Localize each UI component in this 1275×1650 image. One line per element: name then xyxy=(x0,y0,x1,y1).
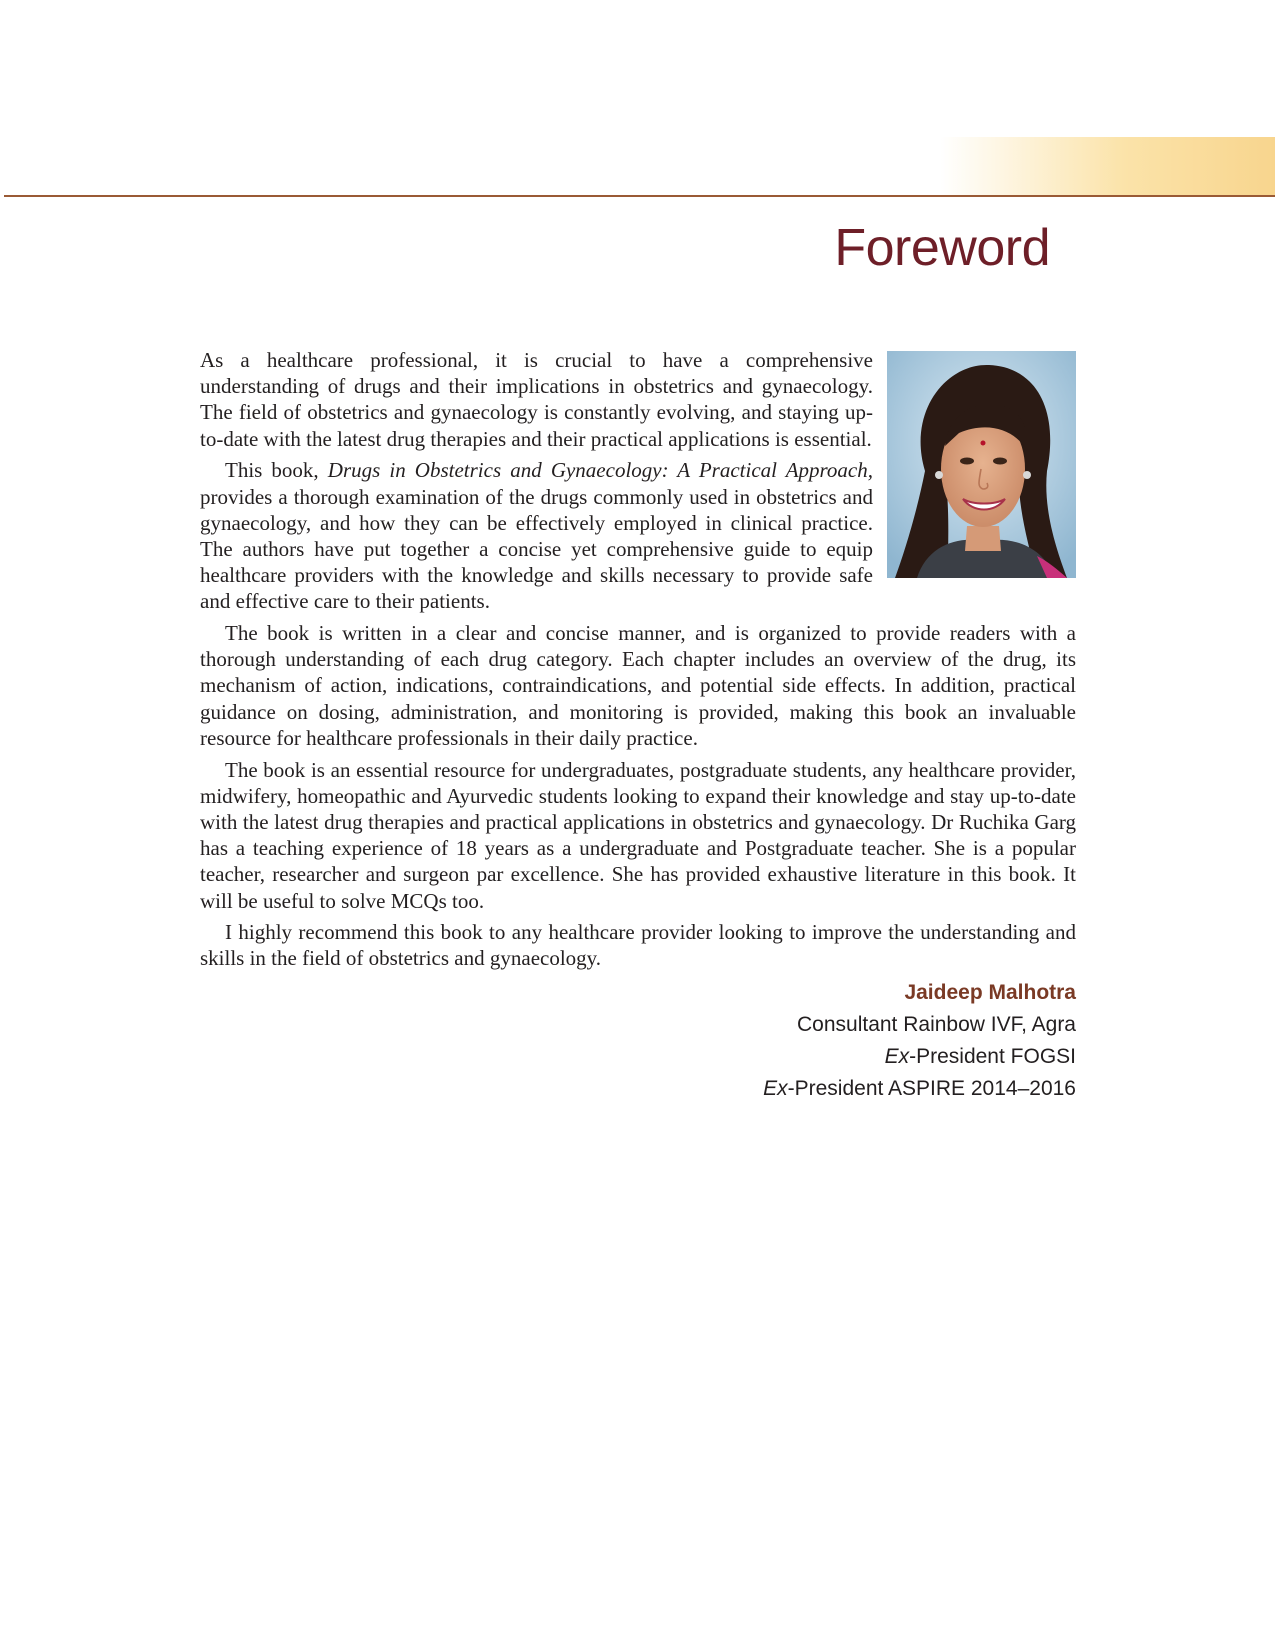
paragraph-5: I highly recommend this book to any healthcare provider looking to improve the understanding and skills in the field of obstetrics and gynaecology. xyxy=(200,920,1076,971)
signature-ex-prefix: Ex xyxy=(763,1077,788,1101)
paragraph-4: The book is an essential resource for undergraduates, postgraduate students, any healthcare provider, midwifery, homeopathic and Ayurvedic students looking to expand their knowledge and stay up-to-date with the latest drug therapies and practical applications in obstetrics and gynaecology. Dr Ruchika Garg has a teaching experience of 18 years as a undergraduate and Postgraduate teacher. She is a popular teacher, researcher and surgeon par excellence. She has provided exhaustive literature in this book. It will be useful to solve MCQs too. xyxy=(200,757,1076,913)
signature-title-fogsi xyxy=(200,1041,1076,1073)
header-gradient-band xyxy=(940,137,1275,196)
book-title: Drugs in Obstetrics and Gynaecology: A Practical Approach, xyxy=(327,458,874,483)
paragraph-1: As a healthcare professional, it is crucial to have a comprehensive understanding of drugs and their implications in obstetrics and gynaecology. The field of obstetrics and gynaecology is constantly evolving, and staying up-to-date with the latest drug therapies and their practical applications is essential. xyxy=(200,348,873,451)
foreword-body xyxy=(200,347,1076,1105)
signature-fogsi-text: -President FOGSI xyxy=(909,1045,1076,1069)
signature-aspire-text: -President ASPIRE 2014–2016 xyxy=(787,1077,1076,1101)
signature-name: Jaideep Malhotra xyxy=(904,981,1076,1005)
header-rule xyxy=(4,195,1275,197)
signature-block xyxy=(200,977,1076,1105)
paragraph-3: The book is written in a clear and concise manner, and is organized to provide readers with a thorough understanding of each drug category. Each chapter includes an overview of the drug, its mechanism of action, indications, contraindications, and potential side effects. In addition, practical guidance on dosing, administration, and monitoring is provided, making this book an invaluable resource for healthcare professionals in their daily practice. xyxy=(200,621,1076,750)
signature-ex-prefix: Ex xyxy=(884,1045,910,1069)
paragraph-2-body: provides a thorough examination of the drugs commonly used in obstetrics and gynaecology, and how they can be effectively employed in clinical practice. The authors have put together a concise yet comprehensive guide to equip healthcare providers with the knowledge and skills necessary to provide safe and effective care to their patients. xyxy=(200,484,873,614)
page-title: Foreword xyxy=(834,219,1050,277)
author-portrait xyxy=(887,351,1076,578)
paragraph-2-intro: This book, xyxy=(225,458,328,483)
signature-affiliation: Consultant Rainbow IVF, Agra xyxy=(797,1013,1076,1037)
signature-title-aspire xyxy=(200,1073,1076,1105)
